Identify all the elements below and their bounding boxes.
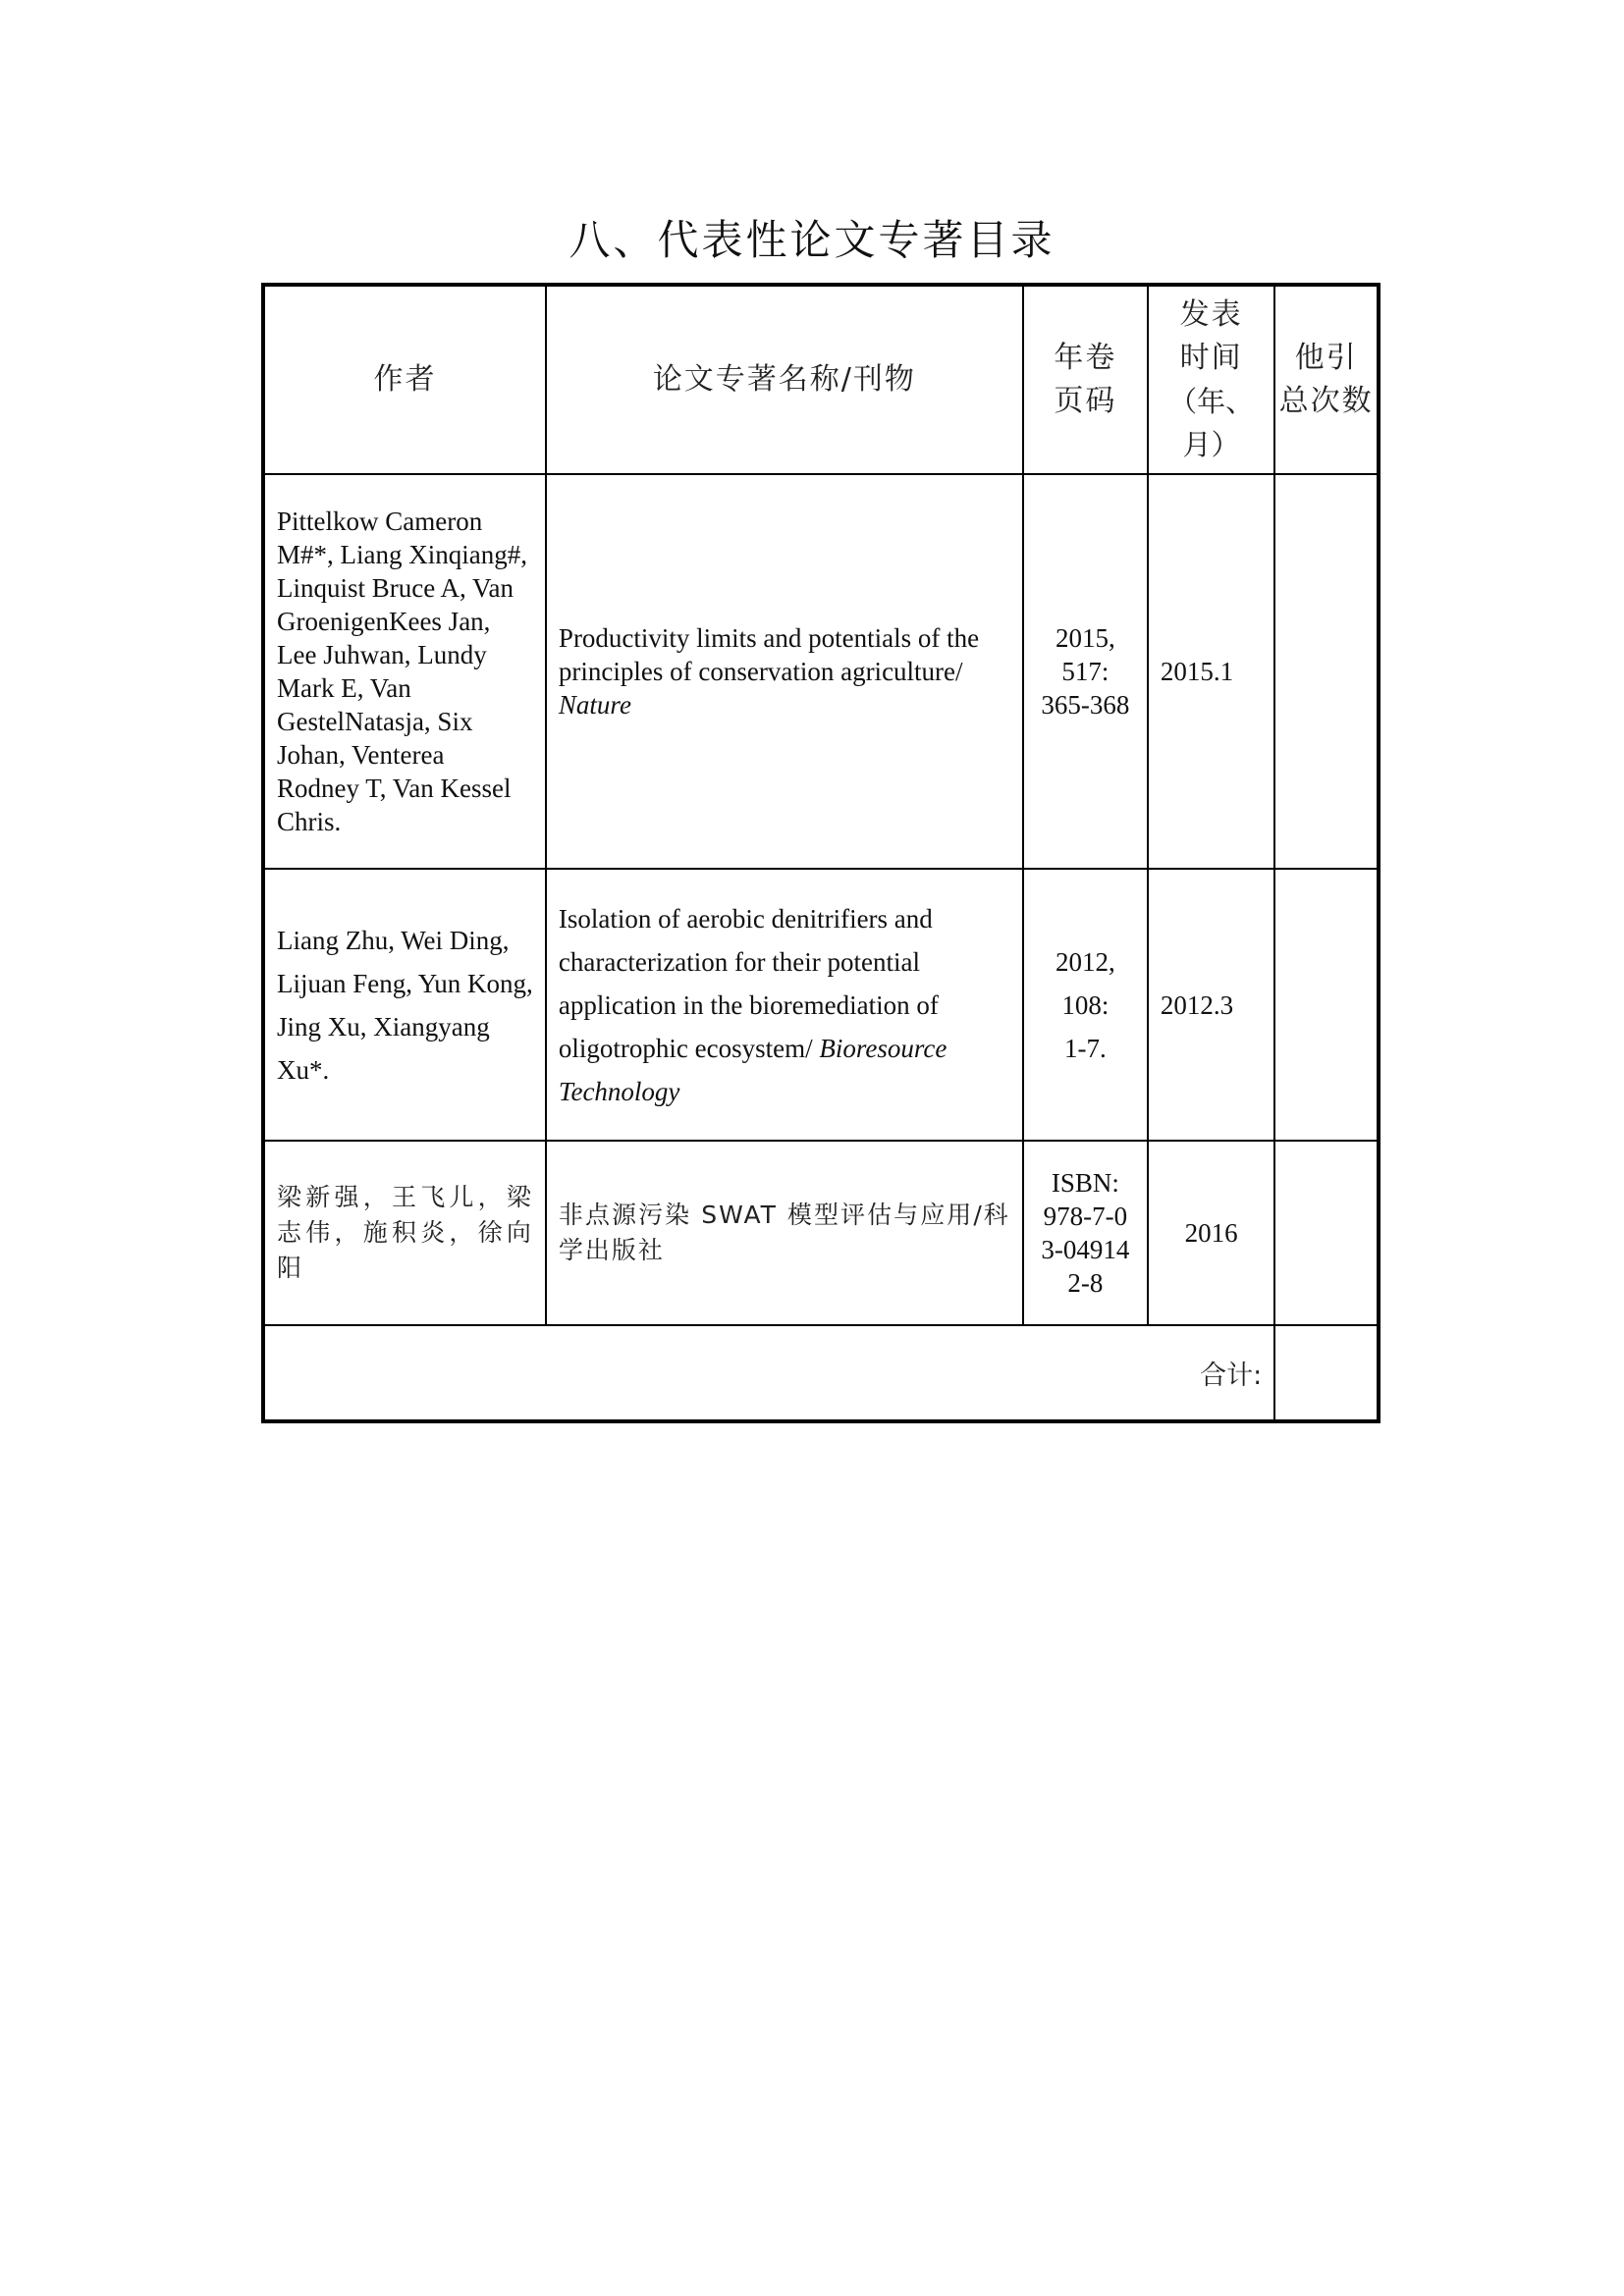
header-publication-date: 发表 时间 （年、月） <box>1148 285 1274 474</box>
row-journal: Bioresource Technology <box>558 1033 947 1106</box>
row-title-text: Isolation of aerobic denitrifiers and characterization for their potential application in the bioremediation of oligotrophic ecosystem/ <box>558 903 939 1063</box>
row-volume-pages: 2015, 517: 365-368 <box>1023 474 1148 869</box>
total-label: 合计: <box>263 1325 1274 1421</box>
table-row <box>263 869 1379 1141</box>
total-row <box>263 1325 1379 1421</box>
row-title-text: Productivity limits and potentials of the principles of conservation agriculture/ <box>558 623 980 686</box>
row-date: 2016 <box>1148 1141 1274 1325</box>
publications-table <box>261 283 1380 1423</box>
row-citations <box>1274 869 1379 1141</box>
row-title <box>546 869 1023 1141</box>
row-date: 2015.1 <box>1148 474 1274 869</box>
row-authors: 梁新强，王飞儿，梁志伟，施积炎，徐向阳 <box>263 1141 546 1325</box>
header-title: 论文专著名称/刊物 <box>546 285 1023 474</box>
page-title: 八、代表性论文专著目录 <box>568 216 1056 264</box>
row-volume-pages: 2012, 108: 1-7. <box>1023 869 1148 1141</box>
header-volume-pages: 年卷 页码 <box>1023 285 1148 474</box>
table-row <box>263 474 1379 869</box>
row-date: 2012.3 <box>1148 869 1274 1141</box>
row-title <box>546 474 1023 869</box>
row-authors: Pittelkow Cameron M#*, Liang Xinqiang#, Linquist Bruce A, Van GroenigenKees Jan, Lee Juhwan, Lundy Mark E, Van GestelNatasja, Six Johan, Venterea Rodney T, Van Kessel Chris. <box>263 474 546 869</box>
table-row <box>263 1141 1379 1325</box>
row-journal: Nature <box>558 690 631 720</box>
header-author: 作者 <box>263 285 546 474</box>
header-row <box>263 285 1379 474</box>
row-citations <box>1274 474 1379 869</box>
row-authors: Liang Zhu, Wei Ding, Lijuan Feng, Yun Kong, Jing Xu, Xiangyang Xu*. <box>263 869 546 1141</box>
header-citations: 他引 总次数 <box>1274 285 1379 474</box>
row-citations <box>1274 1141 1379 1325</box>
row-volume-pages: ISBN: 978-7-0 3-04914 2-8 <box>1023 1141 1148 1325</box>
row-title: 非点源污染 SWAT 模型评估与应用/科学出版社 <box>546 1141 1023 1325</box>
total-value <box>1274 1325 1379 1421</box>
